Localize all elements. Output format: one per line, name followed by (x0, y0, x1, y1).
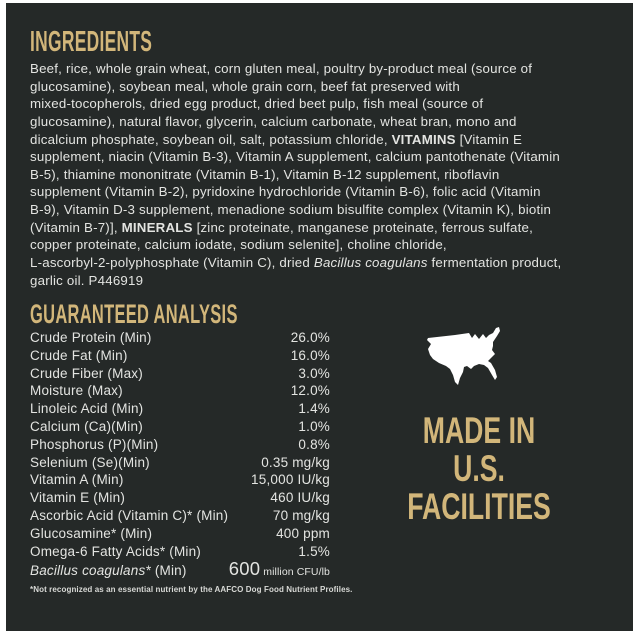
text-segment: Linoleic Acid (Min) (30, 401, 144, 417)
analysis-row (30, 507, 330, 525)
ingredients-line (30, 183, 561, 201)
ingredients-line (30, 60, 561, 78)
text-segment: glucosamine), soybean meal, whole grain corn, beef fat preserved with (30, 78, 460, 94)
analysis-row-label (30, 562, 187, 580)
text-segment: 0.8% (298, 436, 330, 452)
ingredients-line (30, 78, 561, 96)
text-segment: 16.0% (290, 347, 330, 363)
text-segment: supplement (Vitamin B-2), pyridoxine hydrochloride (Vitamin B-6), folic acid (Vitamin (30, 184, 541, 200)
analysis-row (30, 489, 330, 507)
text-segment: 1.5% (298, 543, 330, 559)
analysis-row-label (30, 471, 124, 489)
text-segment: Phosphorus (P)(Min) (30, 436, 159, 452)
text-segment: [Vitamin E (455, 131, 523, 147)
made-in-text (352, 412, 606, 526)
text-segment: 1.0% (298, 418, 330, 434)
analysis-row-value (273, 507, 330, 525)
analysis-row-label (30, 365, 143, 383)
analysis-row-value (291, 329, 330, 347)
text-segment: supplement, niacin (Vitamin B-3), Vitamin A supplement, calcium pantothenate (Vitamin (30, 149, 560, 165)
analysis-row-label (30, 454, 150, 472)
analysis-row-label (30, 525, 152, 543)
text-segment: Crude Protein (Min) (30, 330, 152, 345)
analysis-row-label (30, 543, 201, 561)
text-segment: 460 IU/kg (270, 490, 330, 506)
text-segment: 15,000 IU/kg (251, 472, 330, 488)
made-in-line: MADE IN (422, 410, 536, 451)
analysis-row-value (276, 525, 330, 543)
analysis-row (30, 347, 330, 365)
analysis-row-value (261, 454, 330, 472)
analysis-row-value (298, 400, 330, 418)
text-segment: Beef, rice, whole grain wheat, corn gluten meal, poultry by-product meal (source of (30, 61, 533, 76)
analysis-row-label (30, 400, 143, 418)
analysis-row-value (291, 382, 330, 400)
text-segment: [zinc proteinate, manganese proteinate, ferrous sulfate, (192, 219, 533, 235)
analysis-row (30, 382, 330, 400)
made-in-line: FACILITIES (407, 486, 551, 527)
analysis-row (30, 436, 330, 454)
text-segment: 3.0% (298, 365, 330, 381)
guaranteed-analysis-table (30, 329, 330, 578)
text-segment: Crude Fiber (Max) (30, 365, 143, 381)
text-segment: Bacillus coagulans (313, 255, 428, 271)
text-segment: Selenium (Se)(Min) (30, 454, 150, 470)
analysis-row (30, 543, 330, 561)
analysis-row-value (298, 543, 330, 561)
ingredients-line (30, 201, 561, 219)
text-segment: 600 (228, 558, 261, 580)
text-segment: million CFU/lb (260, 566, 330, 579)
text-segment: Vitamin A (Min) (30, 472, 124, 488)
text-segment: VITAMINS (391, 131, 456, 147)
text-segment: Crude Fat (Min) (30, 347, 128, 363)
ingredients-line (30, 113, 561, 131)
analysis-row (30, 471, 330, 489)
analysis-row (30, 560, 330, 578)
analysis-row (30, 418, 330, 436)
text-segment: Moisture (Max) (30, 383, 123, 399)
analysis-row-label (30, 507, 228, 525)
analysis-row-value (298, 365, 330, 383)
text-segment: garlic oil. P446919 (30, 272, 144, 288)
text-segment: copper proteinate, calcium iodate, sodium selenite], choline chloride, (30, 237, 447, 253)
analysis-row-value (298, 436, 330, 454)
text-segment: 400 ppm (276, 525, 330, 541)
text-segment: B-5), thiamine mononitrate (Vitamin B-1), Vitamin B-12 supplement, riboflavin (30, 166, 500, 182)
text-segment: MINERALS (121, 219, 193, 235)
ingredients-line (30, 236, 561, 254)
text-segment: fermentation product, (427, 255, 562, 271)
text-segment: Omega-6 Fatty Acids* (Min) (30, 543, 201, 559)
analysis-row (30, 365, 330, 383)
text-segment: dicalcium phosphate, soybean oil, salt, potassium chloride, (30, 131, 392, 147)
analysis-row-value (229, 560, 330, 582)
analysis-row-value (251, 471, 330, 489)
text-segment: 0.35 mg/kg (261, 454, 330, 470)
analysis-row-label (30, 329, 152, 347)
text-segment: 1.4% (298, 401, 330, 417)
text-segment: (Vitamin B-7)], (30, 219, 122, 235)
made-in-us-facilities-block (352, 325, 606, 526)
ingredients-line (30, 272, 561, 290)
ingredients-heading: INGREDIENTS (30, 26, 153, 58)
ingredients-line (30, 148, 561, 166)
ingredients-line (30, 131, 561, 149)
text-segment: L-ascorbyl-2-polyphosphate (Vitamin C), dried (30, 255, 314, 271)
text-segment: (Min) (150, 563, 187, 579)
analysis-row-label (30, 382, 123, 400)
text-segment: mixed-tocopherols, dried egg product, dried beet pulp, fish meal (source of (30, 96, 484, 112)
analysis-row-label (30, 436, 158, 454)
ingredients-line (30, 95, 561, 113)
text-segment: Ascorbic Acid (Vitamin C)* (Min) (30, 507, 229, 523)
ingredients-line (30, 254, 561, 272)
text-segment: glucosamine), natural flavor, glycerin, calcium carbonate, wheat bran, mono and (30, 113, 517, 129)
usa-map-icon (425, 325, 533, 395)
made-in-line: U.S. (453, 448, 505, 489)
analysis-row (30, 525, 330, 543)
aafco-footnote: *Not recognized as an essential nutrient by the AAFCO Dog Food Nutrient Profiles. (30, 585, 353, 594)
text-segment: B-9), Vitamin D-3 supplement, menadione sodium bisulfite complex (Vitamin K), biotin (30, 202, 552, 218)
text-segment: 70 mg/kg (272, 507, 330, 523)
analysis-row (30, 329, 330, 347)
ingredients-line (30, 166, 561, 184)
ingredients-line (30, 219, 561, 237)
text-segment: 12.0% (290, 383, 330, 399)
ingredients-paragraph (30, 60, 561, 289)
analysis-row-label (30, 347, 128, 365)
text-segment: 26.0% (290, 330, 330, 345)
text-segment: Calcium (Ca)(Min) (30, 418, 143, 434)
analysis-row-label (30, 418, 143, 436)
analysis-row-value (298, 418, 330, 436)
analysis-row-label (30, 489, 125, 507)
analysis-row-value (291, 347, 330, 365)
text-segment: Vitamin E (Min) (30, 490, 126, 506)
analysis-row-value (270, 489, 330, 507)
analysis-row (30, 400, 330, 418)
guaranteed-analysis-heading: GUARANTEED ANALYSIS (30, 299, 238, 329)
text-segment: Bacillus coagulans* (30, 563, 151, 579)
text-segment: Glucosamine* (Min) (30, 525, 153, 541)
analysis-row (30, 454, 330, 472)
